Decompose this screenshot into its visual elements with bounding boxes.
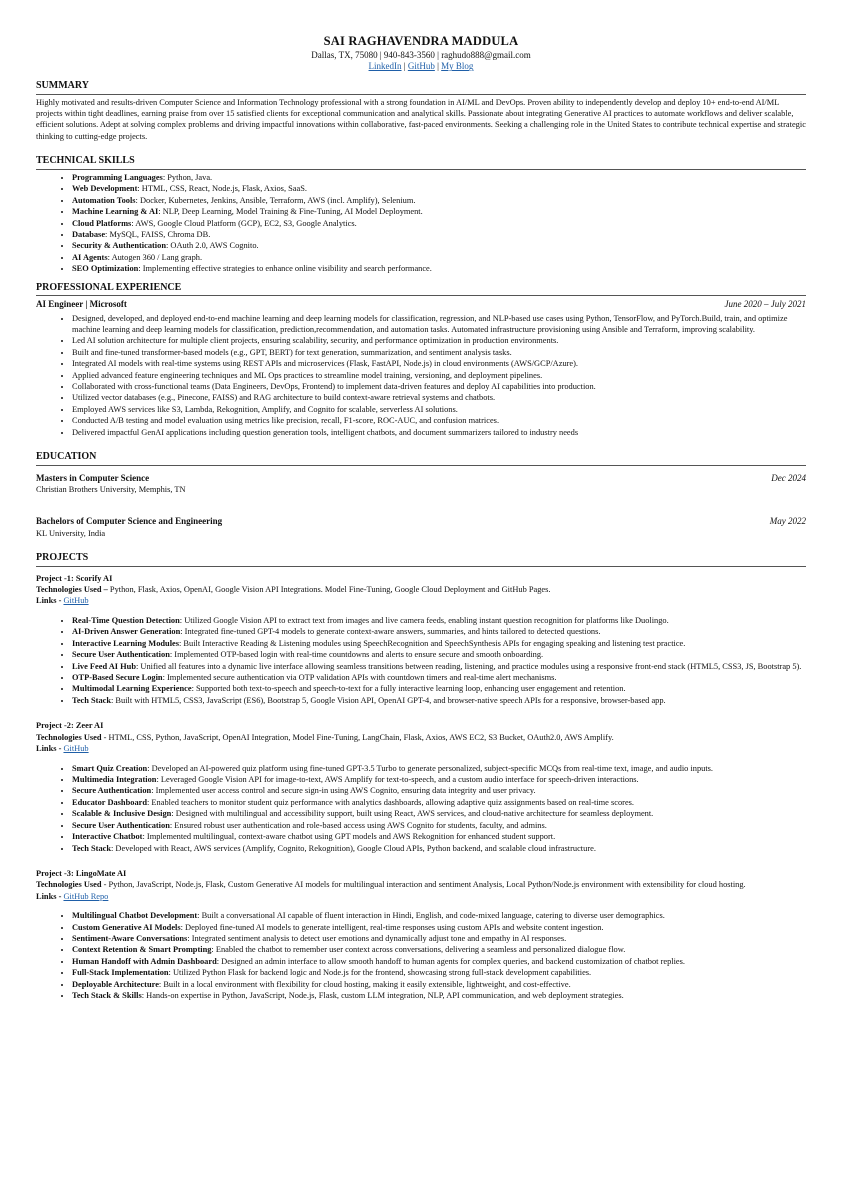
experience-bullet: • Built and fine-tuned transformer-based models (e.g., GPT, BERT) for text generation, summarization, and sentiment analysis tasks. <box>72 347 806 358</box>
project-link[interactable]: GitHub <box>63 596 89 606</box>
summary-text: Highly motivated and results-driven Computer Science and Information Technology professional with a strong foundation in AI/ML and DevOps. Proven ability to independently develop and deploy 10+ end-to-end AI/ML projects within tight deadlines, earning praise from over 15 satisfied clients for exceptional communication and analytical skills. Passionate about integrating Generative AI practices to automate workflows and deliver scalable, efficient solutions. Adept at solving complex problems and driving impactful innovations within collaborative, fast-paced environments. Seeking a challenging role in the United States to contribute technical expertise and strategic thinking to cutting-edge projects. <box>36 97 806 141</box>
item-key: Educator Dashboard <box>72 797 148 807</box>
item-key: Secure User Authentication <box>72 650 170 660</box>
experience-bullet: • Delivered impactful GenAI applications including question generation tools, intelligent chatbots, and document summarizers tailored to industry needs <box>72 427 806 438</box>
profile-links: LinkedIn | GitHub | My Blog <box>368 61 474 72</box>
project-bullet <box>72 649 806 660</box>
project-bullet <box>72 615 806 626</box>
item-key: Custom Generative AI Models <box>72 922 181 932</box>
skill-item <box>72 206 806 217</box>
project-links <box>36 891 806 902</box>
project-bullets <box>36 615 806 706</box>
item-key: Automation Tools <box>72 195 136 205</box>
item-value: : Implemented user access control and secure sign-in using AWS Cognito, ensuring data integrity and user privacy. <box>151 786 536 796</box>
item-value: : Designed an admin interface to allow smooth handoff to human agents for complex queries, and backend customization of chatbot replies. <box>216 956 685 966</box>
item-value: : Implemented secure authentication via OTP validation APIs with countdown timers and real-time alert mechanisms. <box>162 673 557 683</box>
skill-item <box>72 252 806 263</box>
job-title: AI Engineer | Microsoft <box>36 299 127 310</box>
item-value: : Implemented multilingual, context-aware chatbot using GPT models and AWS Rekognition for enhanced student support. <box>142 832 556 842</box>
project-bullet <box>72 695 806 706</box>
item-value: : Enabled the chatbot to remember user context across conversations, delivering a seamless and personalized dialogue flow. <box>211 945 626 955</box>
item-value: : Supported both text-to-speech and speech-to-text for a fully interactive learning loop, enhancing user engagement and retention. <box>191 684 626 694</box>
item-value: : Developed an AI-powered quiz platform using fine-tuned GPT-3.5 Turbo to generate personalized, subject-specific MCQs from real-time text, image, and audio inputs. <box>147 763 714 773</box>
item-value: : Autogen 360 / Lang graph. <box>107 252 203 262</box>
job-dates: June 2020 – July 2021 <box>724 299 806 310</box>
item-key: Multimedia Integration <box>72 774 157 784</box>
summary-heading: SUMMARY <box>36 79 806 95</box>
item-value: : Hands-on expertise in Python, JavaScript, Node.js, Flask, custom LLM integration, NLP, API communication, and web deployment strategies. <box>141 991 624 1001</box>
project-bullet <box>72 638 806 649</box>
item-key: Programming Languages <box>72 172 163 182</box>
project-bullet <box>72 831 806 842</box>
item-key: Smart Quiz Creation <box>72 763 148 773</box>
project-bullet <box>72 808 806 819</box>
project-title: Project -3: LingoMate AI <box>36 868 127 878</box>
blog-link[interactable]: My Blog <box>441 61 474 72</box>
project-link[interactable]: GitHub <box>63 744 89 754</box>
project-bullet <box>72 820 806 831</box>
item-value: : Implemented OTP-based login with real-time countdowns and alerts to ensure secure and smooth onboarding. <box>169 650 544 660</box>
project-bullet <box>72 683 806 694</box>
links-label: Links - <box>36 744 62 754</box>
project-bullet <box>72 763 806 774</box>
item-value: : Built Interactive Reading & Listening modules using SpeechRecognition and SpeechSynthesis APIs for engaging speaking and listening test practice. <box>179 638 686 648</box>
resume-page <box>36 34 806 1002</box>
job-header <box>36 298 806 310</box>
skill-item <box>72 229 806 240</box>
item-value: : NLP, Deep Learning, Model Training & Fine-Tuning, AI Model Deployment. <box>158 207 423 217</box>
item-key: Real-Time Question Detection <box>72 615 180 625</box>
skills-list <box>36 172 806 275</box>
tech-list: - HTML, CSS, Python, JavaScript, OpenAI Integration, Model Fine-Tuning, LangChain, Flask, Axios, AWS EC2, S3 Bucket, OAuth2.0, AWS Amplify. <box>101 732 614 742</box>
linkedin-link[interactable]: LinkedIn <box>368 61 402 72</box>
item-value: : Integrated sentiment analysis to detect user emotions and dynamically adjust tone and empathy in AI responses. <box>187 934 567 944</box>
item-key: Context Retention & Smart Prompting <box>72 945 212 955</box>
project-bullet <box>72 922 806 933</box>
experience-heading: PROFESSIONAL EXPERIENCE <box>36 281 806 297</box>
item-value: : Integrated fine-tuned GPT-4 models to generate context-aware answers, summaries, and hints tailored to detected questions. <box>180 627 601 637</box>
item-key: Human Handoff with Admin Dashboard <box>72 956 217 966</box>
item-key: Machine Learning & AI <box>72 207 159 217</box>
skill-item <box>72 183 806 194</box>
experience-bullet: • Utilized vector databases (e.g., Pinecone, FAISS) and RAG architecture to build context-aware retrieval systems and chatbots. <box>72 392 806 403</box>
item-key: Scalable & Inclusive Design <box>72 809 172 819</box>
experience-bullet: • Led AI solution architecture for multiple client projects, ensuring scalability, security, and performance optimization in production environments. <box>72 335 806 346</box>
item-key: Interactive Chatbot <box>72 832 143 842</box>
item-value: : Ensured robust user authentication and role-based access using AWS Cognito for students, faculty, and admins. <box>169 820 547 830</box>
skill-item <box>72 195 806 206</box>
skill-item <box>72 172 806 183</box>
project-bullet <box>72 990 806 1001</box>
item-key: Multilingual Chatbot Development <box>72 911 198 921</box>
item-value: : Deployed fine-tuned AI models to generate intelligent, real-time responses using custom APIs and website content ingestion. <box>180 922 604 932</box>
item-key: Multimodal Learning Experience <box>72 684 192 694</box>
project <box>36 573 806 707</box>
experience-bullet: • Employed AWS services like S3, Lambda, Rekognition, Amplify, and Cognito for scalable, serverless AI solutions. <box>72 404 806 415</box>
item-key: Web Development <box>72 184 138 194</box>
project <box>36 868 806 1002</box>
project-bullet <box>72 956 806 967</box>
item-value: : Python, Java. <box>162 172 213 182</box>
graduation-date: May 2022 <box>769 516 806 527</box>
item-key: Cloud Platforms <box>72 218 132 228</box>
project-title: Project -1: Scorify AI <box>36 573 113 583</box>
project-bullets <box>36 763 806 854</box>
item-value: : Implementing effective strategies to enhance online visibility and search performance. <box>138 264 432 274</box>
project-bullet <box>72 933 806 944</box>
item-value: : Leveraged Google Vision API for image-to-text, AWS Amplify for text-to-speech, and a custom audio interface for speech-driven interactions. <box>156 774 639 784</box>
experience-bullet: • Conducted A/B testing and model evaluation using metrics like precision, recall, F1-score, ROC-AUC, and confusion matrices. <box>72 415 806 426</box>
project-bullet <box>72 979 806 990</box>
project-link[interactable]: GitHub Repo <box>63 891 109 901</box>
experience-bullet: • Integrated AI models with real-time systems using REST APIs and microservices (Flask, FastAPI, Node.js) in cloud environments (AWS/GCP/Azure). <box>72 358 806 369</box>
education-entry-header <box>36 472 806 484</box>
tech-label: Technologies Used <box>36 732 102 742</box>
education-heading: EDUCATION <box>36 450 806 466</box>
item-value: : HTML, CSS, React, Node.js, Flask, Axios, SaaS. <box>137 184 307 194</box>
project-tech <box>36 584 806 595</box>
item-key: Secure Authentication <box>72 786 152 796</box>
project-bullet <box>72 774 806 785</box>
skill-item <box>72 263 806 274</box>
school: KL University, India <box>36 528 106 538</box>
tech-label: Technologies Used <box>36 880 102 890</box>
school: Christian Brothers University, Memphis, TN <box>36 484 186 494</box>
skill-item <box>72 240 806 251</box>
item-value: : Designed with multilingual and accessibility support, built using React, AWS services, and cloud-native architecture for seamless deployment. <box>171 809 654 819</box>
graduation-date: Dec 2024 <box>771 472 806 483</box>
item-value: : Unified all features into a dynamic live interface allowing seamless transitions between reading, listening, and practice modules using a responsive front-end stack (HTML5, CSS3, JS, Bootstrap 5). <box>135 661 802 671</box>
education-entry-header <box>36 515 806 527</box>
item-value: : Built with HTML5, CSS3, JavaScript (ES6), Bootstrap 5, Google Vision API, OpenAI GPT-4, and browser-native speech APIs for a responsive, browser-based app. <box>111 695 666 705</box>
projects-list <box>36 573 806 1002</box>
degree: Bachelors of Computer Science and Engineering <box>36 516 223 527</box>
project-bullet <box>72 661 806 672</box>
project-bullet <box>72 967 806 978</box>
item-value: : Enabled teachers to monitor student quiz performance with analytics dashboards, allowing adaptive quiz assignments based on real-time scores. <box>147 797 635 807</box>
skill-item <box>72 218 806 229</box>
project-tech <box>36 732 806 743</box>
project-bullets <box>36 910 806 1001</box>
links-label: Links - <box>36 596 62 606</box>
item-value: : Utilized Google Vision API to extract text from images and live camera feeds, enabling instant question recognition for platforms like Duolingo. <box>179 615 669 625</box>
item-value: : Developed with React, AWS services (Amplify, Cognito, Rekognition), Google Cloud APIs, Python backend, and scalable cloud infrastructure. <box>111 843 596 853</box>
contact-line: Dallas, TX, 75080 | 940-843-3560 | raghudo888@gmail.com <box>311 49 531 60</box>
item-key: Sentiment-Aware Conversations <box>72 934 188 944</box>
item-key: AI-Driven Answer Generation <box>72 627 181 637</box>
item-key: SEO Optimization <box>72 264 139 274</box>
project <box>36 720 806 854</box>
candidate-name: SAI RAGHAVENDRA MADDULA <box>323 34 519 48</box>
item-key: Security & Authentication <box>72 241 166 251</box>
project-bullet <box>72 797 806 808</box>
links-label: Links - <box>36 891 62 901</box>
item-key: Tech Stack & Skills <box>72 991 142 1001</box>
project-links <box>36 595 806 606</box>
project-bullet <box>72 785 806 796</box>
project-bullet <box>72 626 806 637</box>
item-key: AI Agents <box>72 252 108 262</box>
item-key: OTP-Based Secure Login <box>72 673 163 683</box>
project-links <box>36 743 806 754</box>
item-value: : Docker, Kubernetes, Jenkins, Ansible, Terraform, AWS (incl. Amplify), Selenium. <box>135 195 416 205</box>
project-bullet <box>72 910 806 921</box>
item-key: Full-Stack Implementation <box>72 968 169 978</box>
education-list <box>36 472 806 539</box>
item-value: : Utilized Python Flask for backend logic and Node.js for the frontend, showcasing strong full-stack development capabilities. <box>168 968 592 978</box>
item-value: : OAuth 2.0, AWS Cognito. <box>165 241 259 251</box>
project-bullet <box>72 672 806 683</box>
item-key: Secure User Authentication <box>72 820 170 830</box>
item-key: Deployable Architecture <box>72 979 159 989</box>
experience-bullet: • Collaborated with cross-functional teams (Data Engineers, DevOps, Frontend) to implement data-driven features and deploy AI capabilities into production. <box>72 381 806 392</box>
item-key: Interactive Learning Modules <box>72 638 180 648</box>
tech-label: Technologies Used – <box>36 585 108 595</box>
experience-bullets <box>36 313 806 439</box>
project-bullet <box>72 944 806 955</box>
experience-bullet: • Applied advanced feature engineering techniques and ML Ops practices to streamline model training, versioning, and deployment pipelines. <box>72 370 806 381</box>
item-value: : MySQL, FAISS, Chroma DB. <box>105 229 211 239</box>
item-value: : AWS, Google Cloud Platform (GCP), EC2, S3, Google Analytics. <box>131 218 357 228</box>
experience-bullet: • Designed, developed, and deployed end-to-end machine learning and deep learning models for classification, regression, and NLP-based use cases using Python, TensorFlow, and PyTorch.Build, train, and optimize machine learning and deep learning models for classification, prediction,recommendation, and automation tasks. Automated infrastructure provisioning using Ansible and Terraform, improving scalability. <box>72 313 806 336</box>
github-link[interactable]: GitHub <box>407 61 435 72</box>
project-bullet <box>72 843 806 854</box>
tech-list: - Python, JavaScript, Node.js, Flask, Custom Generative AI models for multilingual interaction and sentiment Analysis, Local Python/Node.js environment with extensibility for cloud hosting. <box>101 880 746 890</box>
project-tech <box>36 879 806 890</box>
item-value: : Built in a local environment with flexibility for cloud hosting, making it easily extensible, lightweight, and cost-effective. <box>158 979 571 989</box>
item-key: Tech Stack <box>72 843 112 853</box>
item-key: Live Feed AI Hub <box>72 661 136 671</box>
degree: Masters in Computer Science <box>36 472 150 483</box>
item-key: Database <box>72 229 106 239</box>
item-key: Tech Stack <box>72 695 112 705</box>
item-value: : Built a conversational AI capable of fluent interaction in Hindi, English, and code-mixed language, catering to diverse user demographics. <box>197 911 665 921</box>
projects-heading: PROJECTS <box>36 551 806 567</box>
tech-list: Python, Flask, Axios, OpenAI, Google Vision API Integrations. Model Fine-Tuning, Google Cloud Deployment and GitHub Pages. <box>107 585 551 595</box>
project-title: Project -2: Zeer AI <box>36 721 104 731</box>
skills-heading: TECHNICAL SKILLS <box>36 154 806 170</box>
